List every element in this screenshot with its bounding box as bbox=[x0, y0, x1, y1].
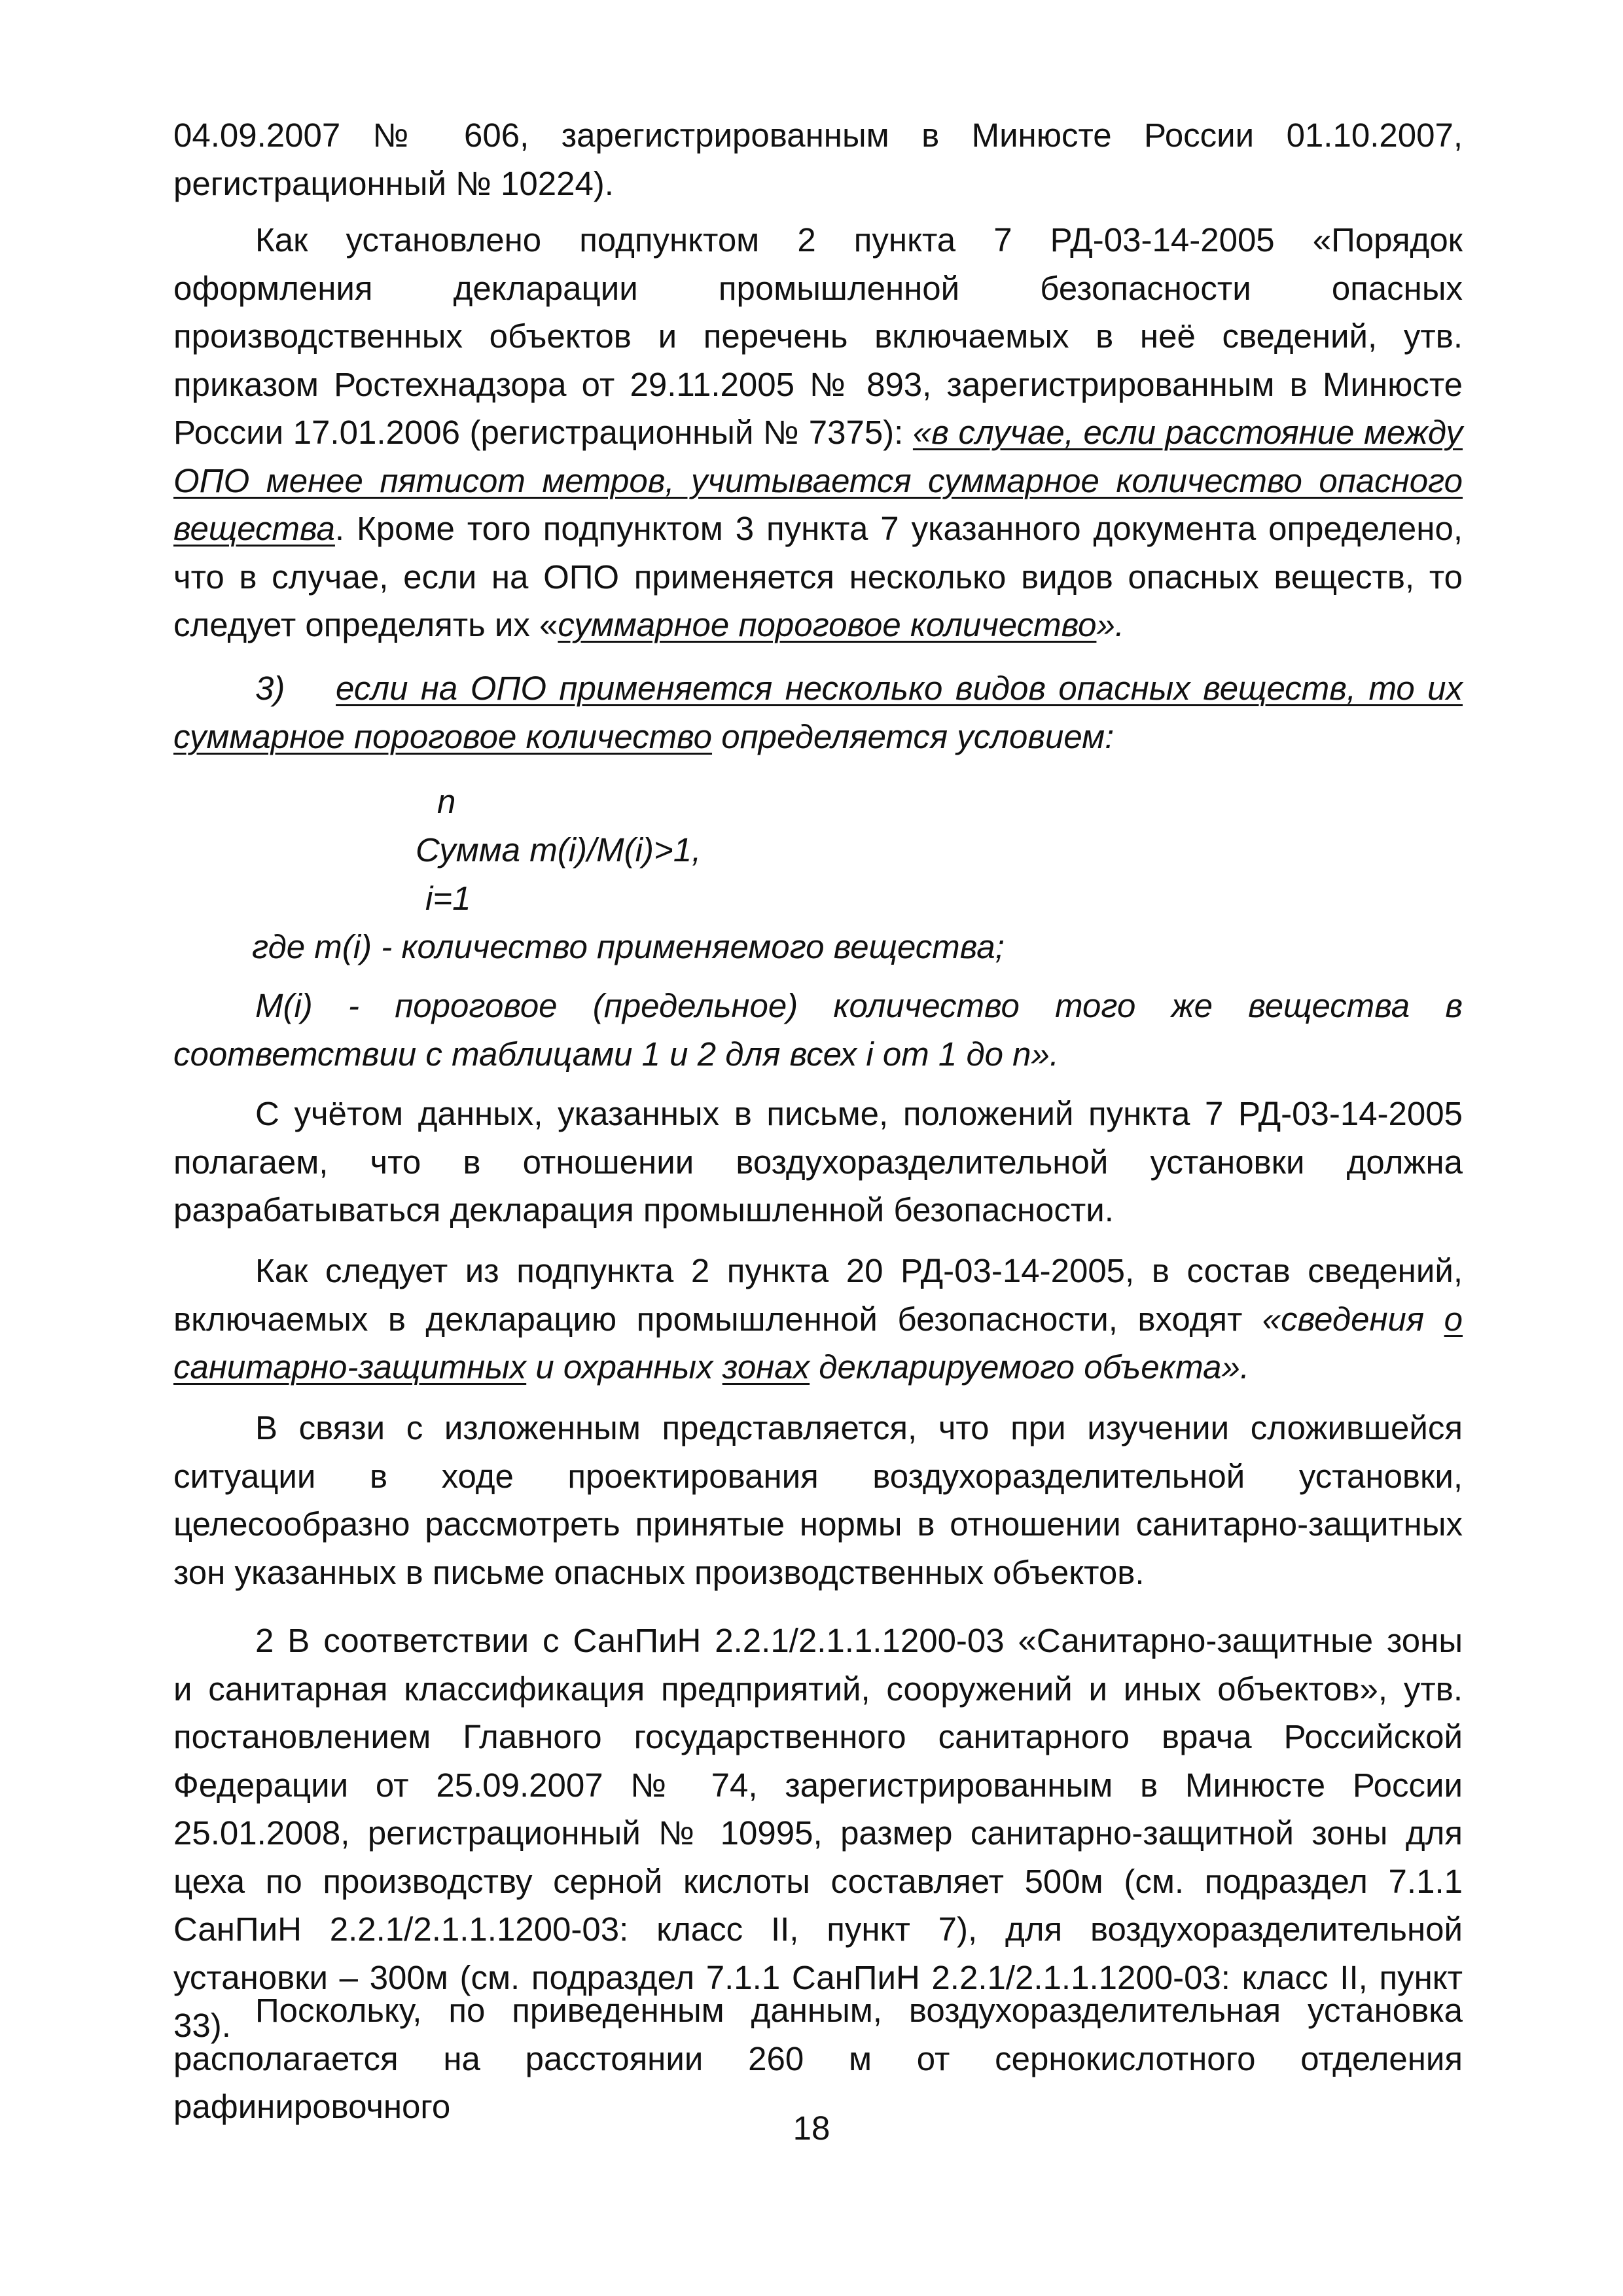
paragraph-distance: Поскольку, по приведенным данным, воздухоразделительная установка располагается на расстоянии 260 м от сернокислотного отделения рафинировочного bbox=[173, 1992, 1463, 2125]
paragraph-rd-text-1: Как установлено подпунктом 2 пункта 7 РД-03-14-2005 «Порядок оформления декларации промышленной безопасности опасных производственных объектов и перечень включаемых в неё сведений, утв. приказом Ростехнадзора от 29.11.2005 № 893, зарегистрированным в Минюсте России 17.01.2006 (регистрационный № 7375): bbox=[173, 221, 1463, 451]
quote-threshold-amount: суммарное пороговое количество bbox=[558, 606, 1097, 643]
sanitary-zones-quote-3: декларируемого объекта». bbox=[810, 1348, 1250, 1386]
paragraph-sanitary-zones bbox=[173, 1247, 1463, 1391]
sanitary-zones-underlined-2: зонах bbox=[722, 1348, 810, 1386]
paragraph-threshold-definition: M(i) - пороговое (предельное) количество того же вещества в соответствии с таблицами 1 и 2 для всех i от 1 до n». bbox=[173, 987, 1463, 1073]
formula-where: где m(i) - количество применяемого вещества; bbox=[252, 928, 1005, 965]
paragraph-conclusion-declaration: С учётом данных, указанных в письме, положений пункта 7 РД-03-14-2005 полагаем, что в отношении воздухоразделительной установки должна разрабатываться декларация промышленной безопасности. bbox=[173, 1095, 1463, 1229]
sanitary-zones-quote-1: «сведения bbox=[1262, 1300, 1444, 1338]
formula-sum: Сумма m(i)/M(i)>1, bbox=[416, 831, 702, 869]
paragraph-rd-text-3: ». bbox=[1096, 606, 1124, 643]
page-number: 18 bbox=[793, 2109, 830, 2147]
item-3-rest: определяется условием: bbox=[712, 717, 1115, 755]
item-3-underlined-text: если на ОПО применяется несколько видов опасных веществ, то их суммарное пороговое количество bbox=[173, 670, 1463, 755]
sanitary-zones-quote-2: и охранных bbox=[526, 1348, 722, 1386]
paragraph-continuation: 04.09.2007 № 606, зарегистрированным в Минюсте России 01.10.2007, регистрационный № 10224). bbox=[173, 117, 1463, 202]
sanitary-zones-underlined-1: о санитарно-защитных bbox=[173, 1300, 1463, 1386]
sanitary-zones-text: Как следует из подпункта 2 пункта 20 РД-03-14-2005, в состав сведений, включаемых в декларацию промышленной безопасности, входят bbox=[173, 1252, 1463, 1338]
quote-distance-rule: «в случае, если расстояние между ОПО менее пятисот метров, учитывается суммарное количество опасного вещества bbox=[173, 414, 1463, 547]
paragraph-sanpin: 2 В соответствии с СанПиН 2.2.1/2.1.1.1200-03 «Санитарно-защитные зоны и санитарная классификация предприятий, сооружений и иных объектов», утв. постановлением Главного государственного санитарного врача Российской Федерации от 25.09.2007 № 74, зарегистрированным в Минюсте России 25.01.2008, регистрационный № 10995, размер санитарно-защитной зоны для цеха по производству серной кислоты составляет 500м (см. подраздел 7.1.1 СанПиН 2.2.1/2.1.1.1200-03: класс II, пункт 7), для воздухоразделительной установки – 300м (см. подраздел 7.1.1 СанПиН 2.2.1/2.1.1.1200-03: класс II, пункт 33). bbox=[173, 1622, 1463, 2044]
paragraph-item-3 bbox=[173, 664, 1463, 761]
paragraph-rd-clause bbox=[173, 216, 1463, 649]
formula-lower-limit: i=1 bbox=[425, 880, 471, 917]
paragraph-considerations: В связи с изложенным представляется, что при изучении сложившейся ситуации в ходе проектирования воздухоразделительной установки, целесообразно рассмотреть принятые нормы в отношении санитарно-защитных зон указанных в письме опасных производственных объектов. bbox=[173, 1409, 1463, 1591]
item-3-number: 3) bbox=[255, 670, 285, 707]
formula-upper-limit: n bbox=[437, 783, 456, 820]
paragraph-rd-text-2: . Кроме того подпунктом 3 пункта 7 указанного документа определено, что в случае, если на ОПО применяется несколько видов опасных веществ, то следует определять их « bbox=[173, 510, 1463, 643]
